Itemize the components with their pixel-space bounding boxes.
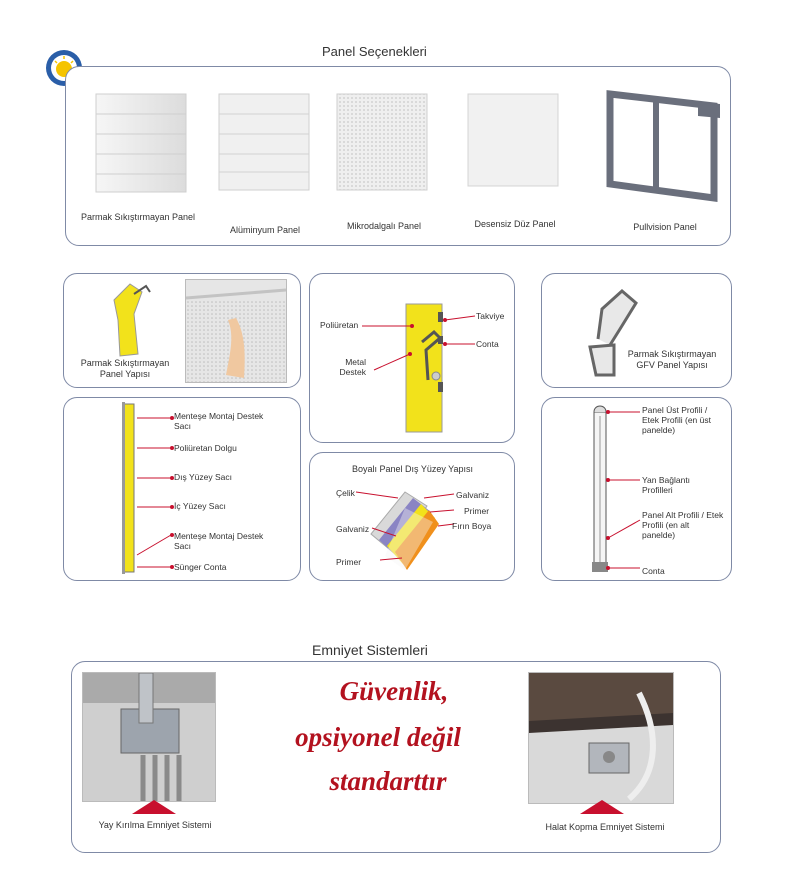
profiles-leaders <box>606 408 646 574</box>
coating-label-primer-right: Primer <box>464 506 490 516</box>
finger-safe-photo <box>185 279 287 383</box>
left-caption: Yay Kırılma Emniyet Sistemi <box>98 820 212 830</box>
left-caption-marker <box>132 800 176 814</box>
panel-label-plain: Desensiz Düz Panel <box>474 219 556 229</box>
layer-label-inner-sheet: İç Yüzey Sacı <box>174 501 226 511</box>
coating-title: Boyalı Panel Dış Yüzey Yapısı <box>351 464 474 474</box>
slogan-line-2: opsiyonel değil <box>295 722 461 752</box>
finger-safe-structure-label: Parmak Sıkıştırmayan Panel Yapısı <box>80 358 170 379</box>
panel-label-microwave: Mikrodalgalı Panel <box>346 221 422 231</box>
layer-label-hinge-top: Menteşe Montaj Destek Sacı <box>174 411 264 431</box>
safety-title: Emniyet Sistemleri <box>312 642 428 658</box>
coating-label-steel: Çelik <box>336 488 355 498</box>
label-seal: Conta <box>476 339 499 349</box>
gfv-structure-label: Parmak Sıkıştırmayan GFV Panel Yapısı <box>627 349 717 370</box>
panel-image-pullvision <box>604 88 724 204</box>
slogan-line-1: Güvenlik, <box>339 676 449 706</box>
panel-image-aluminium <box>216 92 312 192</box>
cross-section-leaders <box>360 310 480 380</box>
right-caption: Halat Kopma Emniyet Sistemi <box>545 822 665 832</box>
label-polyurethane: Poliüretan <box>320 320 359 330</box>
panel-image-finger-safe <box>92 92 190 194</box>
cable-break-photo <box>528 672 674 804</box>
coating-label-oven-paint: Fırın Boya <box>452 521 492 531</box>
layer-label-hinge-bottom: Menteşe Montaj Destek Sacı <box>174 531 264 551</box>
label-reinforcement: Takviye <box>476 311 505 321</box>
panel-label-finger-safe: Parmak Sıkıştırmayan Panel <box>80 212 196 222</box>
finger-safe-diagram <box>108 280 154 360</box>
layer-label-polyurethane: Poliüretan Dolgu <box>174 443 237 453</box>
panel-label-aluminium: Alüminyum Panel <box>229 225 301 235</box>
slogan-line-3: standarttır <box>329 766 447 796</box>
layer-label-sponge-seal: Sünger Conta <box>174 562 227 572</box>
right-caption-marker <box>580 800 624 814</box>
layers-leaders <box>135 405 175 575</box>
coating-label-galvanize-left: Galvaniz <box>336 524 370 534</box>
profile-label-top: Panel Üst Profili / Etek Profili (en üst panelde) <box>642 405 711 435</box>
panel-label-pullvision: Pullvision Panel <box>633 222 697 232</box>
coating-label-primer-left: Primer <box>336 557 362 567</box>
profile-label-seal: Conta <box>642 566 665 576</box>
layer-label-outer-sheet: Dış Yüzey Sacı <box>174 472 232 482</box>
label-metal-support: Metal Destek <box>339 357 366 377</box>
panel-image-plain <box>464 90 564 190</box>
panel-options-title: Panel Seçenekleri <box>322 44 427 59</box>
profile-label-side: Yan Bağlantı Profilleri <box>642 475 691 495</box>
profile-label-bottom: Panel Alt Profili / Etek Profili (en alt panelde) <box>642 510 724 540</box>
coating-label-galvanize-right: Galvaniz <box>456 490 490 500</box>
panel-image-microwave <box>334 92 430 192</box>
